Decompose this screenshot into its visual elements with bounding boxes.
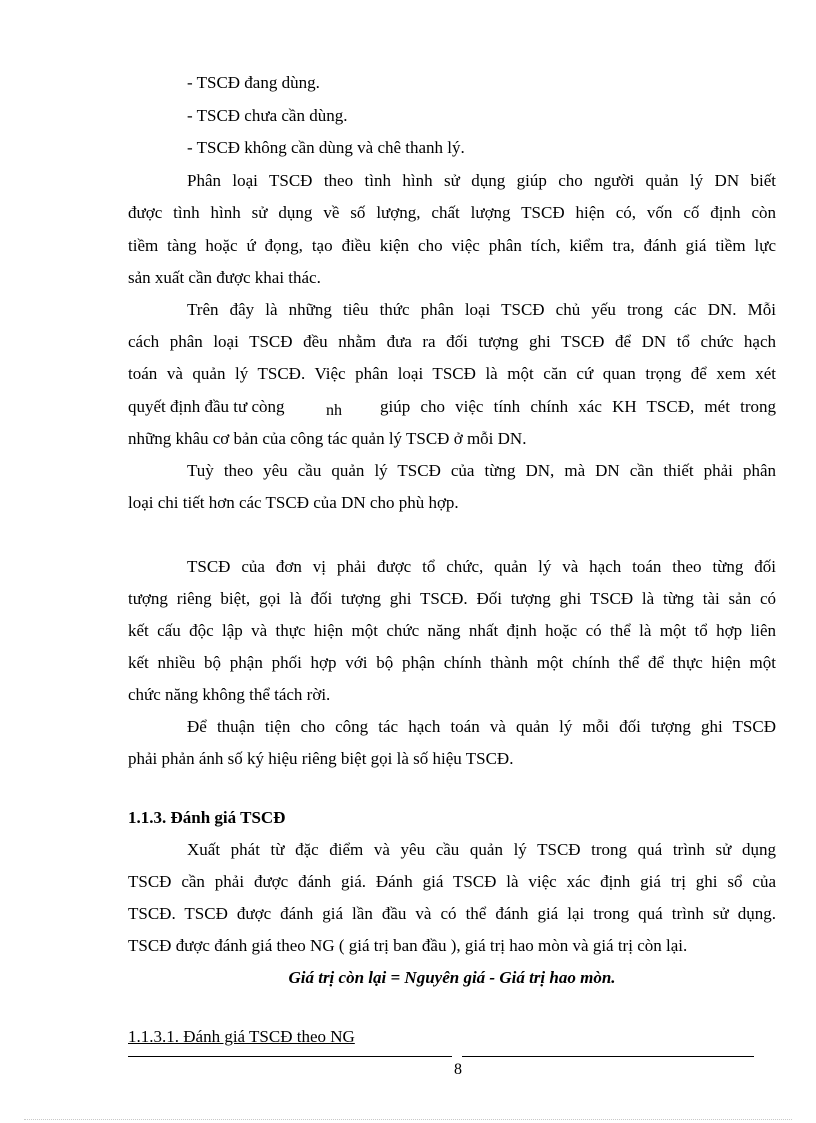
paragraph-line: tượng riêng biệt, gọi là đối tượng ghi TSCĐ. Đối tượng ghi TSCĐ là từng tài sản có bbox=[128, 589, 776, 608]
footer-rule-right bbox=[462, 1056, 754, 1057]
subsection-heading: 1.1.3.1. Đánh giá TSCĐ theo NG bbox=[128, 1027, 355, 1046]
paragraph-line: Trên đây là những tiêu thức phân loại TSCĐ chủ yếu trong các DN. Mỗi bbox=[187, 300, 776, 319]
paragraph-line: Phân loại TSCĐ theo tình hình sử dụng giúp cho người quản lý DN biết bbox=[187, 171, 776, 190]
paragraph-line: Để thuận tiện cho công tác hạch toán và quản lý mỗi đối tượng ghi TSCĐ bbox=[187, 717, 776, 736]
page-number: 8 bbox=[454, 1061, 462, 1078]
formula: Giá trị còn lại = Nguyên giá - Giá trị hao mòn. bbox=[288, 968, 616, 987]
paragraph-line: phải phản ánh số ký hiệu riêng biệt gọi là số hiệu TSCĐ. bbox=[128, 749, 514, 768]
section-heading: 1.1.3. Đánh giá TSCĐ bbox=[128, 808, 286, 827]
paragraph-line: những khâu cơ bản của công tác quản lý TSCĐ ở mỗi DN. bbox=[128, 429, 527, 448]
footer-rule-left bbox=[128, 1056, 452, 1057]
page-edge-divider bbox=[24, 1119, 792, 1120]
paragraph-line: Xuất phát từ đặc điểm và yêu cầu quản lý TSCĐ trong quá trình sử dụng bbox=[187, 840, 776, 859]
paragraph-line: Tuỳ theo yêu cầu quản lý TSCĐ của từng DN, mà DN cần thiết phải phân bbox=[187, 461, 776, 480]
paragraph-line: kết nhiều bộ phận phối hợp với bộ phận chính thành một chính thể để thực hiện một bbox=[128, 653, 776, 672]
paragraph-line-fragment: giúp cho việc tính chính xác KH TSCĐ, mét trong bbox=[380, 397, 776, 416]
paragraph-line: toán và quản lý TSCĐ. Việc phân loại TSCĐ là một căn cứ quan trọng để xem xét bbox=[128, 364, 776, 383]
bullet-item: - TSCĐ không cần dùng và chê thanh lý. bbox=[187, 138, 465, 157]
paragraph-line: tiềm tàng hoặc ứ đọng, tạo điều kiện cho việc phân tích, kiểm tra, đánh giá tiềm lực bbox=[128, 236, 776, 255]
paragraph-line-fragment: quyết định đầu tư còng bbox=[128, 397, 285, 416]
paragraph-line: cách phân loại TSCĐ đều nhằm đưa ra đối tượng ghi TSCĐ để DN tổ chức hạch bbox=[128, 332, 776, 351]
stray-text-fragment: nh bbox=[326, 402, 342, 419]
paragraph-line: TSCĐ được đánh giá theo NG ( giá trị ban đầu ), giá trị hao mòn và giá trị còn lại. bbox=[128, 936, 688, 955]
paragraph-line: chức năng không thể tách rời. bbox=[128, 685, 331, 704]
paragraph-line: loại chi tiết hơn các TSCĐ của DN cho phù hợp. bbox=[128, 493, 459, 512]
paragraph-line: TSCĐ cần phải được đánh giá. Đánh giá TSCĐ là việc xác định giá trị ghi sổ của bbox=[128, 872, 776, 891]
paragraph-line: TSCĐ của đơn vị phải được tổ chức, quản lý và hạch toán theo từng đối bbox=[187, 557, 776, 576]
bullet-item: - TSCĐ đang dùng. bbox=[187, 73, 320, 92]
paragraph-line: được tình hình sử dụng về số lượng, chất lượng TSCĐ hiện có, vốn cố định còn bbox=[128, 203, 776, 222]
paragraph-line: sản xuất cần được khai thác. bbox=[128, 268, 321, 287]
paragraph-line: kết cấu độc lập và thực hiện một chức năng nhất định hoặc có thể là một tổ hợp liên bbox=[128, 621, 776, 640]
paragraph-line: TSCĐ. TSCĐ được đánh giá lần đầu và có thể đánh giá lại trong quá trình sử dụng. bbox=[128, 904, 776, 923]
bullet-item: - TSCĐ chưa cần dùng. bbox=[187, 106, 348, 125]
